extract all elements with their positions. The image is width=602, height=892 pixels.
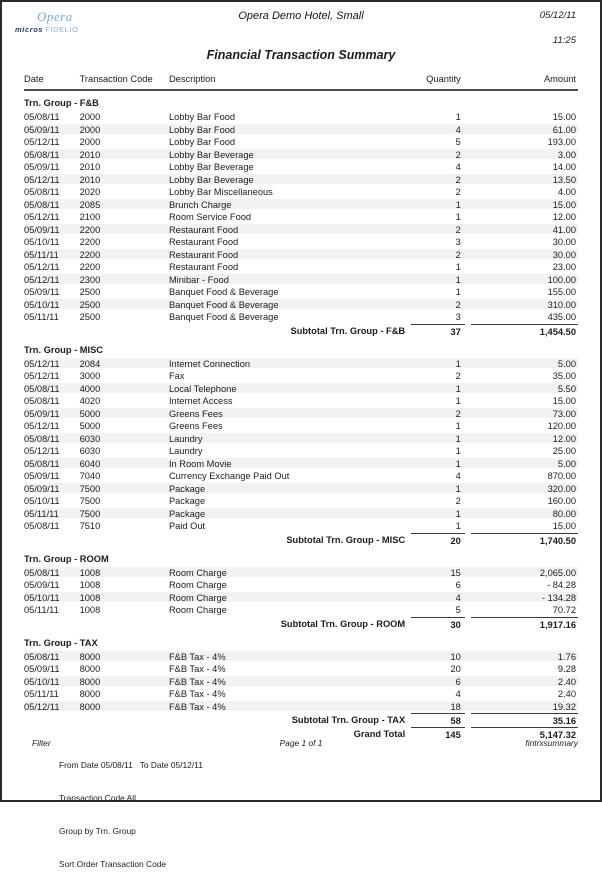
transaction-row [24, 236, 578, 249]
cell-quantity: 1 [455, 396, 461, 406]
cell-quantity: 1 [455, 287, 461, 297]
cell-transaction-code: 2200 [79, 224, 101, 235]
opera-logo-text: Opera [37, 9, 73, 24]
cell-transaction-code: 2085 [79, 199, 101, 210]
cell-quantity: 6 [455, 580, 461, 590]
transaction-row [24, 186, 578, 199]
report-code: fintrxsummary [525, 738, 578, 748]
subtotal-amount: 1,917.16 [471, 617, 578, 631]
cell-amount: 5.00 [557, 458, 577, 469]
column-header-quantity: Quantity [426, 74, 461, 84]
cell-transaction-code: 2010 [79, 174, 101, 185]
cell-description: Internet Connection [168, 358, 251, 369]
subtotal-amount: 1,740.50 [471, 533, 578, 547]
cell-amount: 310.00 [547, 299, 577, 310]
cell-description: F&B Tax - 4% [168, 701, 226, 712]
cell-date: 05/12/11 [24, 701, 60, 712]
cell-transaction-code: 1008 [79, 580, 101, 590]
hotel-title: Opera Demo Hotel, Small [238, 10, 364, 22]
cell-quantity: 20 [450, 664, 461, 674]
transaction-row [24, 383, 578, 396]
transaction-row [24, 592, 578, 605]
transaction-row [24, 567, 578, 580]
column-header-description: Description [168, 74, 216, 84]
filter-label: Filter [32, 738, 51, 748]
transaction-row [24, 149, 578, 162]
cell-transaction-code: 7040 [79, 471, 101, 481]
cell-transaction-code: 1008 [79, 567, 101, 578]
cell-description: Room Charge [168, 605, 227, 615]
cell-quantity: 1 [455, 112, 461, 122]
subtotal-quantity: 30 [411, 617, 465, 631]
cell-description: Room Charge [168, 592, 227, 603]
cell-description: F&B Tax - 4% [168, 664, 226, 674]
cell-transaction-code: 2020 [79, 187, 101, 197]
transaction-row [24, 274, 578, 287]
cell-date: 05/08/11 [24, 651, 60, 662]
cell-amount: 12.00 [552, 433, 577, 444]
cell-quantity: 2 [455, 149, 461, 160]
cell-date: 05/09/11 [24, 124, 60, 135]
cell-date: 05/09/11 [24, 471, 60, 481]
subtotal-quantity: 20 [411, 533, 465, 547]
cell-date: 05/09/11 [24, 287, 60, 297]
cell-transaction-code: 2010 [79, 162, 101, 172]
cell-amount: 5.00 [557, 358, 577, 369]
group-header: Trn. Group - MISC [24, 344, 104, 355]
cell-amount: 73.00 [552, 408, 577, 419]
cell-transaction-code: 8000 [79, 689, 101, 699]
cell-transaction-code: 2084 [79, 358, 101, 369]
cell-description: Greens Fees [168, 421, 223, 431]
cell-date: 05/12/11 [24, 174, 60, 185]
report-title: Financial Transaction Summary [206, 48, 396, 62]
transaction-row [24, 604, 578, 617]
cell-amount: 3.00 [557, 149, 577, 160]
transaction-row [24, 358, 578, 371]
cell-amount: 4.00 [557, 187, 577, 197]
cell-date: 05/12/11 [24, 421, 60, 431]
cell-description: Brunch Charge [168, 199, 232, 210]
cell-description: Fax [168, 371, 185, 381]
cell-description: Lobby Bar Food [168, 112, 236, 122]
cell-transaction-code: 8000 [79, 676, 101, 687]
cell-quantity: 4 [455, 592, 461, 603]
cell-transaction-code: 3000 [79, 371, 101, 381]
transaction-row [24, 579, 578, 592]
cell-transaction-code: 2100 [79, 212, 101, 222]
micros-fidelio-logo-text [15, 26, 79, 34]
cell-date: 05/08/11 [24, 396, 60, 406]
grand-total-label: Grand Total [353, 729, 406, 739]
column-header-date: Date [24, 74, 44, 84]
cell-quantity: 4 [455, 471, 461, 481]
cell-date: 05/09/11 [24, 408, 60, 419]
cell-quantity: 2 [455, 187, 461, 197]
cell-description: Internet Access [168, 396, 233, 406]
filter-line-transaction-code: Transaction Code All [59, 793, 136, 803]
cell-quantity: 4 [455, 124, 461, 135]
cell-amount: 19.32 [552, 701, 577, 712]
cell-amount: - 84.28 [547, 580, 577, 590]
cell-description: Package [168, 508, 206, 519]
transaction-row [24, 433, 578, 446]
cell-transaction-code: 4020 [79, 396, 101, 406]
cell-description: Lobby Bar Food [168, 124, 236, 135]
transaction-row [24, 311, 578, 324]
transaction-row [24, 495, 578, 508]
cell-transaction-code: 1008 [79, 592, 101, 603]
cell-date: 05/08/11 [24, 458, 60, 469]
transaction-row [24, 420, 578, 433]
cell-date: 05/12/11 [24, 371, 60, 381]
column-header-transaction-code: Transaction Code [79, 74, 153, 84]
cell-quantity: 1 [455, 483, 461, 494]
cell-date: 05/12/11 [24, 212, 60, 222]
transaction-row [24, 445, 578, 458]
cell-amount: 870.00 [547, 471, 577, 481]
subtotal-row [24, 713, 578, 727]
cell-amount: 2.40 [557, 689, 577, 699]
cell-amount: 1.76 [557, 651, 577, 662]
cell-amount: 9.28 [557, 664, 577, 674]
cell-date: 05/09/11 [24, 483, 60, 494]
filter-line-dates: From Date 05/08/11 To Date 05/12/11 [59, 760, 203, 770]
fidelio-logo-text: FIDELIO [45, 25, 79, 34]
cell-transaction-code: 1008 [79, 605, 101, 615]
transaction-row [24, 124, 578, 137]
cell-amount: 100.00 [547, 274, 577, 285]
cell-amount: 30.00 [552, 237, 577, 247]
cell-transaction-code: 8000 [79, 701, 101, 712]
cell-quantity: 18 [450, 701, 461, 712]
cell-date: 05/10/11 [24, 237, 60, 247]
cell-transaction-code: 7500 [79, 496, 101, 506]
cell-quantity: 15 [450, 567, 461, 578]
cell-transaction-code: 2200 [79, 262, 101, 272]
cell-description: Lobby Bar Beverage [168, 149, 254, 160]
table-body [24, 97, 578, 727]
cell-description: Laundry [168, 433, 203, 444]
group-header: Trn. Group - TAX [24, 637, 98, 648]
cell-quantity: 2 [455, 496, 461, 506]
cell-quantity: 2 [455, 299, 461, 310]
cell-date: 05/09/11 [24, 224, 60, 235]
cell-date: 05/08/11 [24, 112, 60, 122]
cell-date: 05/11/11 [24, 689, 59, 699]
transaction-row [24, 676, 578, 689]
cell-description: Currency Exchange Paid Out [168, 471, 290, 481]
transaction-row [24, 261, 578, 274]
cell-amount: 70.72 [552, 605, 577, 615]
cell-description: F&B Tax - 4% [168, 676, 226, 687]
cell-date: 05/10/11 [24, 496, 60, 506]
cell-description: Restaurant Food [168, 224, 239, 235]
cell-date: 05/12/11 [24, 137, 60, 147]
transaction-row [24, 136, 578, 149]
cell-date: 05/09/11 [24, 580, 60, 590]
cell-quantity: 1 [455, 358, 461, 369]
cell-description: Restaurant Food [168, 237, 239, 247]
cell-transaction-code: 2000 [79, 137, 101, 147]
cell-description: Restaurant Food [168, 249, 239, 260]
cell-transaction-code: 2010 [79, 149, 101, 160]
cell-date: 05/12/11 [24, 446, 60, 456]
cell-date: 05/12/11 [24, 262, 60, 272]
transaction-row [24, 688, 578, 701]
cell-quantity: 5 [455, 137, 461, 147]
cell-amount: 193.00 [547, 137, 577, 147]
transaction-row [24, 299, 578, 312]
cell-quantity: 4 [455, 689, 461, 699]
cell-amount: 15.00 [552, 396, 577, 406]
subtotal-label: Subtotal Trn. Group - MISC [286, 534, 406, 545]
transaction-row [24, 701, 578, 714]
transaction-row [24, 161, 578, 174]
transaction-row [24, 395, 578, 408]
transaction-row [24, 408, 578, 421]
cell-description: Banquet Food & Beverage [168, 299, 279, 310]
cell-quantity: 4 [455, 162, 461, 172]
cell-description: Lobby Bar Beverage [168, 174, 254, 185]
cell-transaction-code: 5000 [79, 421, 101, 431]
cell-description: Room Service Food [168, 212, 252, 222]
cell-date: 05/11/11 [24, 312, 59, 322]
cell-amount: 15.00 [552, 199, 577, 210]
cell-transaction-code: 7500 [79, 508, 101, 519]
report-date: 05/12/11 [539, 10, 576, 21]
cell-quantity: 2 [455, 408, 461, 419]
cell-quantity: 3 [455, 312, 461, 322]
cell-quantity: 1 [455, 458, 461, 469]
cell-amount: - 134.28 [541, 592, 577, 603]
filter-line-group-by: Group by Trn. Group [59, 826, 136, 836]
cell-transaction-code: 4000 [79, 383, 101, 394]
subtotal-amount: 1,454.50 [471, 324, 578, 338]
cell-amount: 23.00 [552, 262, 577, 272]
cell-quantity: 1 [455, 521, 461, 531]
cell-amount: 12.00 [552, 212, 577, 222]
cell-date: 05/12/11 [24, 274, 60, 285]
cell-date: 05/11/11 [24, 249, 59, 260]
transaction-row [24, 111, 578, 124]
cell-transaction-code: 2200 [79, 249, 101, 260]
cell-quantity: 2 [455, 371, 461, 381]
cell-amount: 155.00 [547, 287, 577, 297]
cell-transaction-code: 7500 [79, 483, 101, 494]
table-header-row [24, 74, 578, 91]
cell-quantity: 6 [455, 676, 461, 687]
cell-description: Package [168, 496, 206, 506]
cell-date: 05/10/11 [24, 676, 60, 687]
cell-date: 05/12/11 [24, 358, 60, 369]
cell-quantity: 2 [455, 174, 461, 185]
cell-description: Lobby Bar Miscellaneous [168, 187, 273, 197]
cell-date: 05/11/11 [24, 605, 59, 615]
cell-amount: 13.50 [552, 174, 577, 185]
cell-amount: 30.00 [552, 249, 577, 260]
cell-date: 05/08/11 [24, 383, 60, 394]
cell-quantity: 2 [455, 249, 461, 260]
subtotal-row [24, 324, 578, 338]
cell-transaction-code: 7510 [79, 521, 101, 531]
cell-amount: 14.00 [552, 162, 577, 172]
cell-amount: 320.00 [547, 483, 577, 494]
column-header-amount: Amount [543, 74, 577, 84]
transaction-row [24, 174, 578, 187]
cell-amount: 25.00 [552, 446, 577, 456]
cell-amount: 435.00 [547, 312, 577, 322]
report-footer [24, 738, 578, 869]
transaction-row [24, 249, 578, 262]
cell-amount: 41.00 [552, 224, 577, 235]
transaction-row [24, 483, 578, 496]
transaction-row [24, 651, 578, 664]
cell-quantity: 1 [455, 433, 461, 444]
cell-amount: 15.00 [552, 112, 577, 122]
cell-amount: 61.00 [552, 124, 577, 135]
cell-description: Banquet Food & Beverage [168, 287, 279, 297]
filter-details [59, 738, 203, 892]
cell-amount: 120.00 [547, 421, 577, 431]
transaction-row [24, 224, 578, 237]
cell-description: Room Charge [168, 580, 227, 590]
cell-description: In Room Movie [168, 458, 232, 469]
subtotal-row [24, 617, 578, 631]
cell-description: Package [168, 483, 206, 494]
cell-date: 05/08/11 [24, 521, 60, 531]
cell-quantity: 1 [455, 383, 461, 394]
transactions-table [24, 74, 578, 741]
cell-description: Paid Out [168, 521, 206, 531]
subtotal-quantity: 58 [411, 713, 465, 727]
transaction-row [24, 470, 578, 483]
cell-description: Minibar - Food [168, 274, 229, 285]
group-header: Trn. Group - F&B [24, 98, 99, 108]
cell-transaction-code: 2200 [79, 237, 101, 247]
page-number: Page 1 of 1 [279, 738, 323, 748]
cell-transaction-code: 2500 [79, 312, 101, 322]
cell-description: F&B Tax - 4% [168, 651, 226, 662]
cell-date: 05/09/11 [24, 162, 60, 172]
filter-line-sort-order: Sort Order Transaction Code [59, 859, 167, 869]
cell-description: Lobby Bar Beverage [168, 162, 254, 172]
cell-transaction-code: 2300 [79, 274, 101, 285]
grand-total-quantity: 145 [411, 727, 465, 741]
subtotal-label: Subtotal Trn. Group - F&B [290, 325, 406, 336]
transaction-row [24, 520, 578, 533]
subtotal-row [24, 533, 578, 547]
cell-amount: 35.00 [552, 371, 577, 381]
cell-amount: 80.00 [552, 508, 577, 519]
cell-transaction-code: 6040 [79, 458, 101, 469]
cell-quantity: 1 [455, 508, 461, 519]
subtotal-label: Subtotal Trn. Group - TAX [291, 715, 406, 725]
cell-transaction-code: 2000 [79, 124, 101, 135]
cell-quantity: 1 [455, 446, 461, 456]
cell-description: Banquet Food & Beverage [168, 312, 279, 322]
transaction-row [24, 370, 578, 383]
transaction-row [24, 458, 578, 471]
transaction-row [24, 199, 578, 212]
cell-description: Lobby Bar Food [168, 137, 236, 147]
cell-amount: 15.00 [552, 521, 577, 531]
cell-transaction-code: 6030 [79, 446, 101, 456]
cell-description: Room Charge [168, 567, 227, 578]
transaction-row [24, 663, 578, 676]
cell-transaction-code: 2500 [79, 287, 101, 297]
cell-date: 05/08/11 [24, 433, 60, 444]
cell-quantity: 1 [455, 421, 461, 431]
cell-transaction-code: 2000 [79, 112, 101, 122]
cell-quantity: 1 [455, 212, 461, 222]
cell-transaction-code: 5000 [79, 408, 101, 419]
cell-amount: 5.50 [557, 383, 577, 394]
cell-date: 05/08/11 [24, 187, 60, 197]
cell-description: F&B Tax - 4% [168, 689, 226, 699]
cell-date: 05/08/11 [24, 567, 60, 578]
cell-quantity: 1 [455, 199, 461, 210]
cell-quantity: 10 [450, 651, 461, 662]
group-header: Trn. Group - ROOM [24, 553, 109, 564]
cell-date: 05/08/11 [24, 199, 60, 210]
cell-description: Local Telephone [168, 383, 237, 394]
cell-quantity: 1 [455, 262, 461, 272]
transaction-row [24, 211, 578, 224]
subtotal-label: Subtotal Trn. Group - ROOM [280, 618, 406, 629]
cell-date: 05/09/11 [24, 664, 60, 674]
cell-amount: 2,065.00 [539, 567, 577, 578]
subtotal-amount: 35.16 [471, 713, 578, 727]
cell-date: 05/11/11 [24, 508, 59, 519]
cell-date: 05/08/11 [24, 149, 60, 160]
report-time: 11:25 [552, 35, 576, 46]
micros-logo-text: micros [15, 25, 44, 34]
cell-transaction-code: 2500 [79, 299, 101, 310]
cell-amount: 2.40 [557, 676, 577, 687]
cell-date: 05/10/11 [24, 592, 60, 603]
cell-quantity: 1 [455, 274, 461, 285]
cell-transaction-code: 8000 [79, 651, 101, 662]
subtotal-quantity: 37 [411, 324, 465, 338]
transaction-row [24, 508, 578, 521]
cell-transaction-code: 8000 [79, 664, 101, 674]
cell-description: Laundry [168, 446, 203, 456]
grand-total-amount: 5,147.32 [471, 727, 578, 741]
cell-description: Restaurant Food [168, 262, 239, 272]
cell-quantity: 5 [455, 605, 461, 615]
cell-amount: 160.00 [547, 496, 577, 506]
cell-transaction-code: 6030 [79, 433, 101, 444]
transaction-row [24, 286, 578, 299]
cell-quantity: 2 [455, 224, 461, 235]
cell-quantity: 3 [455, 237, 461, 247]
cell-description: Greens Fees [168, 408, 223, 419]
cell-date: 05/10/11 [24, 299, 60, 310]
